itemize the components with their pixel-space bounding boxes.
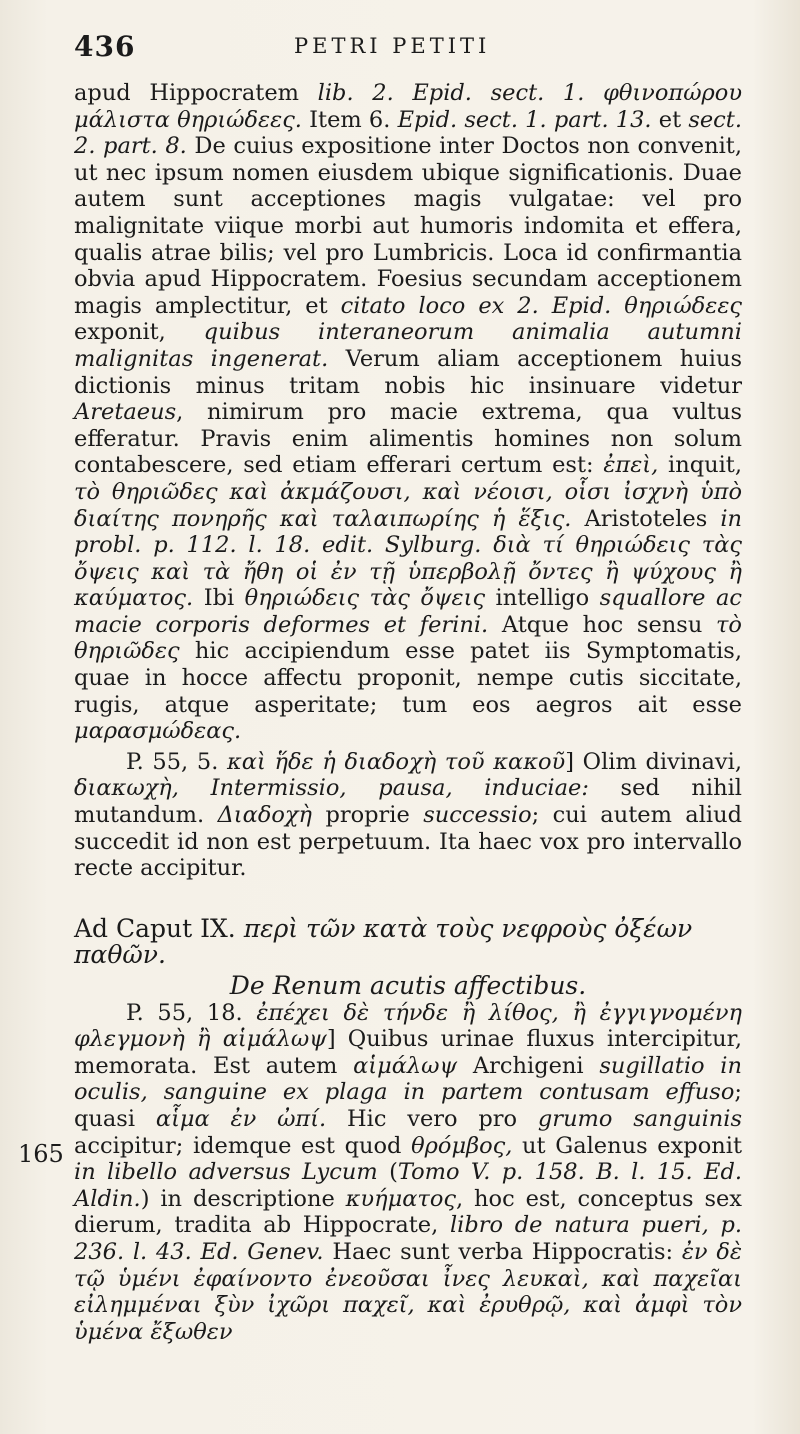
italic-text: Tomo V. p. 158. B. l. 15. Ed. Aldin. [74, 1159, 743, 1212]
greek-text: διακωχὴ, [74, 775, 179, 802]
body-text: ; quasi [74, 1079, 742, 1132]
body-text: sed nihil mutandum. [74, 775, 742, 829]
chapter-heading-prefix: Ad Caput IX. [74, 913, 236, 943]
body-text: P. 55, 5. [126, 748, 228, 775]
body-text: De cuius expositione inter Doctos non convenit, ut nec ipsum nomen eiusdem ubique significationis. Duae autem sunt acceptiones magis vulgatae: vel pro malignitate viique morbi aut humoris indomita et effera, qualis atrae bilis; vel pro Lumbricis. Loca id confirmantia obvia apud Hippocratem. Foesius secundam acceptionem magis amplectitur, et [74, 133, 742, 319]
body-text: hic accipiendum esse patet iis Symptomatis, quae in hocce affectu proponit, nempe cutis siccitate, rugis, atque asperitate; tum eos aegros ait esse [74, 638, 742, 718]
greek-text: ἐν δὲ τῷ ὑμένι ἐφαίνοντο ἐνεοῦσαι ἶνες λευκαὶ, καὶ παχεῖαι εἰλημμέναι ξὺν ἰχῶρι παχεῖ, καὶ ἐρυθρῷ, καὶ ἀμφὶ τὸν ὑμένα ἔξωθεν [74, 1238, 742, 1345]
page-body [74, 80, 742, 1345]
body-text: Hic vero pro [326, 1105, 538, 1132]
body-text: Item 6. [301, 106, 398, 133]
body-text: P. 55, 18. [126, 999, 257, 1026]
italic-text: sect. 2. part. 8. [74, 106, 742, 160]
italic-text: Intermissio, pausa, induciae: [210, 775, 589, 802]
greek-text: ἐπεὶ, [603, 452, 659, 479]
greek-text: τὸ θηριῶδες [74, 611, 742, 665]
italic-text: squallore ac macie corporis deformes et ferini. [74, 585, 742, 638]
body-text: Haec sunt verba Hippocratis: [323, 1238, 682, 1265]
paragraph-3 [74, 1000, 742, 1346]
greek-text: θρόμβος, [411, 1132, 513, 1159]
greek-text: ἐπέχει δὲ τήνδε ἢ λίθος, ἢ ἐγγιγνομένη φλεγμονὴ ἢ αἱμάλωψ [74, 999, 742, 1053]
body-text: Ibi [193, 585, 245, 612]
paragraph-2 [74, 749, 742, 882]
body-text: et [651, 106, 689, 133]
italic-text: lib. 2. Epid. sect. 1. [317, 80, 585, 106]
greek-text: αἱμάλωψ [353, 1052, 458, 1079]
running-title: PETRI PETITI [294, 34, 491, 58]
body-text: , nimirum pro macie extrema, qua vultus efferatur. Pravis enim alimentis homines non solum contabescere, sed etiam efferari certum est: [74, 399, 742, 479]
greek-text: Διαδοχὴ [217, 802, 313, 829]
chapter-heading-greek: περὶ τῶν κατὰ τοὺς νεφροὺς ὀξέων παθῶν. [74, 913, 693, 970]
body-text [611, 293, 624, 319]
italic-text: grumo sanguinis [537, 1105, 743, 1132]
greek-text: θηριώδεες [624, 292, 743, 319]
body-text: ] Quibus urinae fluxus intercipitur, memorata. Est autem [74, 1026, 743, 1079]
page-header [74, 28, 740, 68]
body-text [179, 775, 211, 801]
italic-text: Aretaeus [74, 399, 177, 426]
chapter-heading-latin: De Renum acutis affectibus. [229, 971, 587, 1000]
body-text: ] Olim divinavi, [565, 748, 742, 775]
body-text: Aristoteles [571, 505, 721, 532]
body-text: proprie [312, 802, 424, 829]
body-text: apud Hippocratem [74, 80, 318, 106]
greek-text: αἷμα ἐν ὠπί. [155, 1105, 327, 1132]
greek-text: μαρασμώδεας. [74, 718, 242, 745]
italic-text: Epid. sect. 1. part. 13. [397, 106, 652, 133]
chapter-heading [74, 913, 742, 1000]
body-text: Atque hoc sensu [488, 611, 716, 638]
body-text: ; cui autem aliud succedit id non est perpetuum. Ita haec vox pro intervallo recte accipitur. [74, 802, 743, 882]
greek-text: καὶ ἥδε ἡ διαδοχὴ τοῦ κακοῦ [227, 748, 566, 775]
body-text: intelligo [485, 585, 600, 612]
greek-text: κυήματος [345, 1185, 456, 1212]
body-text: ( [377, 1159, 398, 1186]
body-text: Verum aliam acceptionem huius dictionis minus tritam nobis hic insinuare videtur [74, 345, 742, 399]
italic-text: successio [423, 802, 532, 829]
body-text: ut Galenus exponit [512, 1132, 742, 1159]
body-text: , hoc est, conceptus sex dierum, tradita ab Hippocrate, [74, 1185, 743, 1239]
italic-text: citato loco ex 2. Epid. [340, 292, 612, 319]
page-number: 436 [74, 30, 136, 63]
greek-text: τὸ θηριῶδες καὶ ἀκμάζουσι, καὶ νέοισι, οἷσι ἰσχνὴ ὑπὸ διαίτης πονηρῆς καὶ ταλαιπωρίης ἡ ἕξις. [74, 478, 742, 532]
italic-text: in probl. p. 112. l. 18. edit. Sylburg. [74, 505, 742, 559]
italic-text: libro de natura pueri, p. 236. l. 43. Ed. Genev. [74, 1212, 743, 1265]
body-text: exponit, [74, 319, 204, 346]
chapter-heading-line1 [74, 913, 742, 970]
paragraph-1 [74, 80, 742, 745]
italic-text: sugillatio in oculis, sanguine ex plaga in partem contusam effuso [74, 1052, 742, 1106]
body-text [584, 80, 603, 106]
italic-text: in libello adversus Lycum [74, 1159, 378, 1186]
body-text [481, 532, 493, 558]
margin-page-number: 165 [18, 1140, 64, 1168]
greek-text: φθινοπώρου μάλιστα θηριώδεες. [74, 80, 742, 133]
body-text: ) in descriptione [140, 1185, 346, 1212]
body-text: Archigeni [457, 1052, 600, 1079]
body-text: inquit, [658, 452, 743, 479]
greek-text: διὰ τί θηριώδεις τὰς ὄψεις καὶ τὰ ἤθη οἱ ἐν τῇ ὑπερβολῇ ὄντες ἢ ψύχους ἢ καύματος. [74, 532, 742, 612]
body-text: accipitur; idemque est quod [74, 1132, 412, 1159]
italic-text: quibus interaneorum animalia autumni malignitas ingenerat. [74, 319, 742, 372]
greek-text: θηριώδεις τὰς ὄψεις [244, 585, 486, 612]
